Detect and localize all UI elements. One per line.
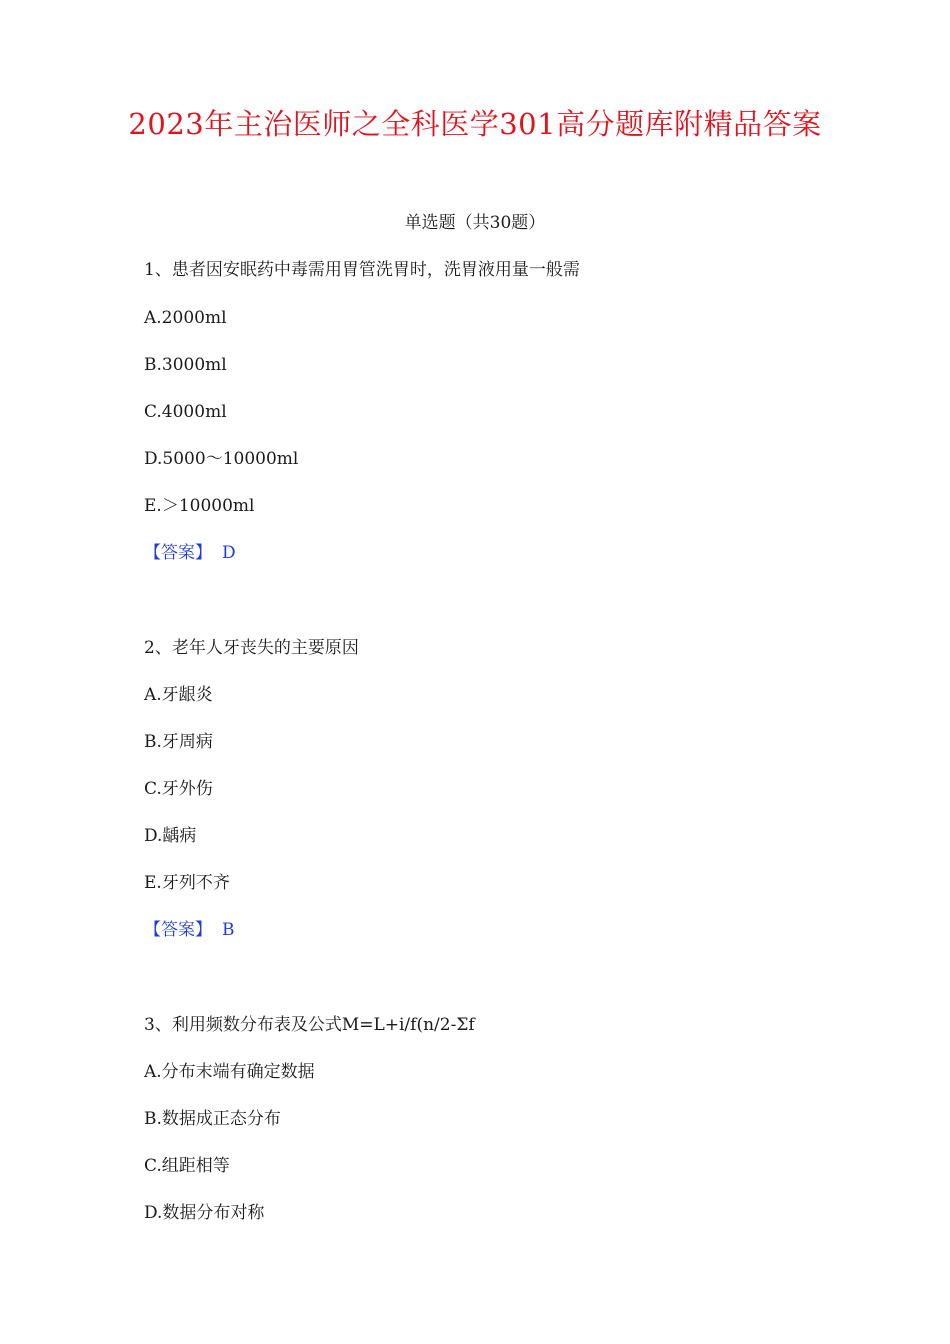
option: D.数据分布对称 — [144, 1203, 265, 1223]
option: A.牙龈炎 — [144, 685, 213, 705]
document-title: 2023年主治医师之全科医学301高分题库附精品答案 — [128, 107, 822, 141]
answer — [144, 918, 235, 942]
option: B.数据成正态分布 — [144, 1109, 281, 1129]
option: A.2000ml — [144, 308, 227, 328]
option: D.5000～10000ml — [144, 449, 299, 469]
option: A.分布末端有确定数据 — [144, 1062, 315, 1082]
section-heading: 单选题（共30题） — [404, 213, 546, 233]
answer-label: 【答案】 — [144, 920, 212, 940]
question-stem: 3、利用频数分布表及公式M=L+i/f(n/2-Σf — [144, 1015, 475, 1035]
option: B.3000ml — [144, 355, 227, 375]
answer-value: B — [222, 920, 235, 940]
option: C.牙外伤 — [144, 779, 213, 799]
answer-value: D — [222, 543, 236, 563]
question-stem: 2、老年人牙丧失的主要原因 — [144, 638, 359, 658]
option: C.组距相等 — [144, 1156, 230, 1176]
question-stem: 1、患者因安眠药中毒需用胃管洗胃时，洗胃液用量一般需 — [144, 260, 580, 280]
answer-label: 【答案】 — [144, 543, 212, 563]
answer — [144, 541, 236, 565]
option: D.龋病 — [144, 826, 197, 846]
option: C.4000ml — [144, 402, 227, 422]
option: B.牙周病 — [144, 732, 213, 752]
option: E.牙列不齐 — [144, 873, 230, 893]
option: E.＞10000ml — [144, 496, 255, 516]
